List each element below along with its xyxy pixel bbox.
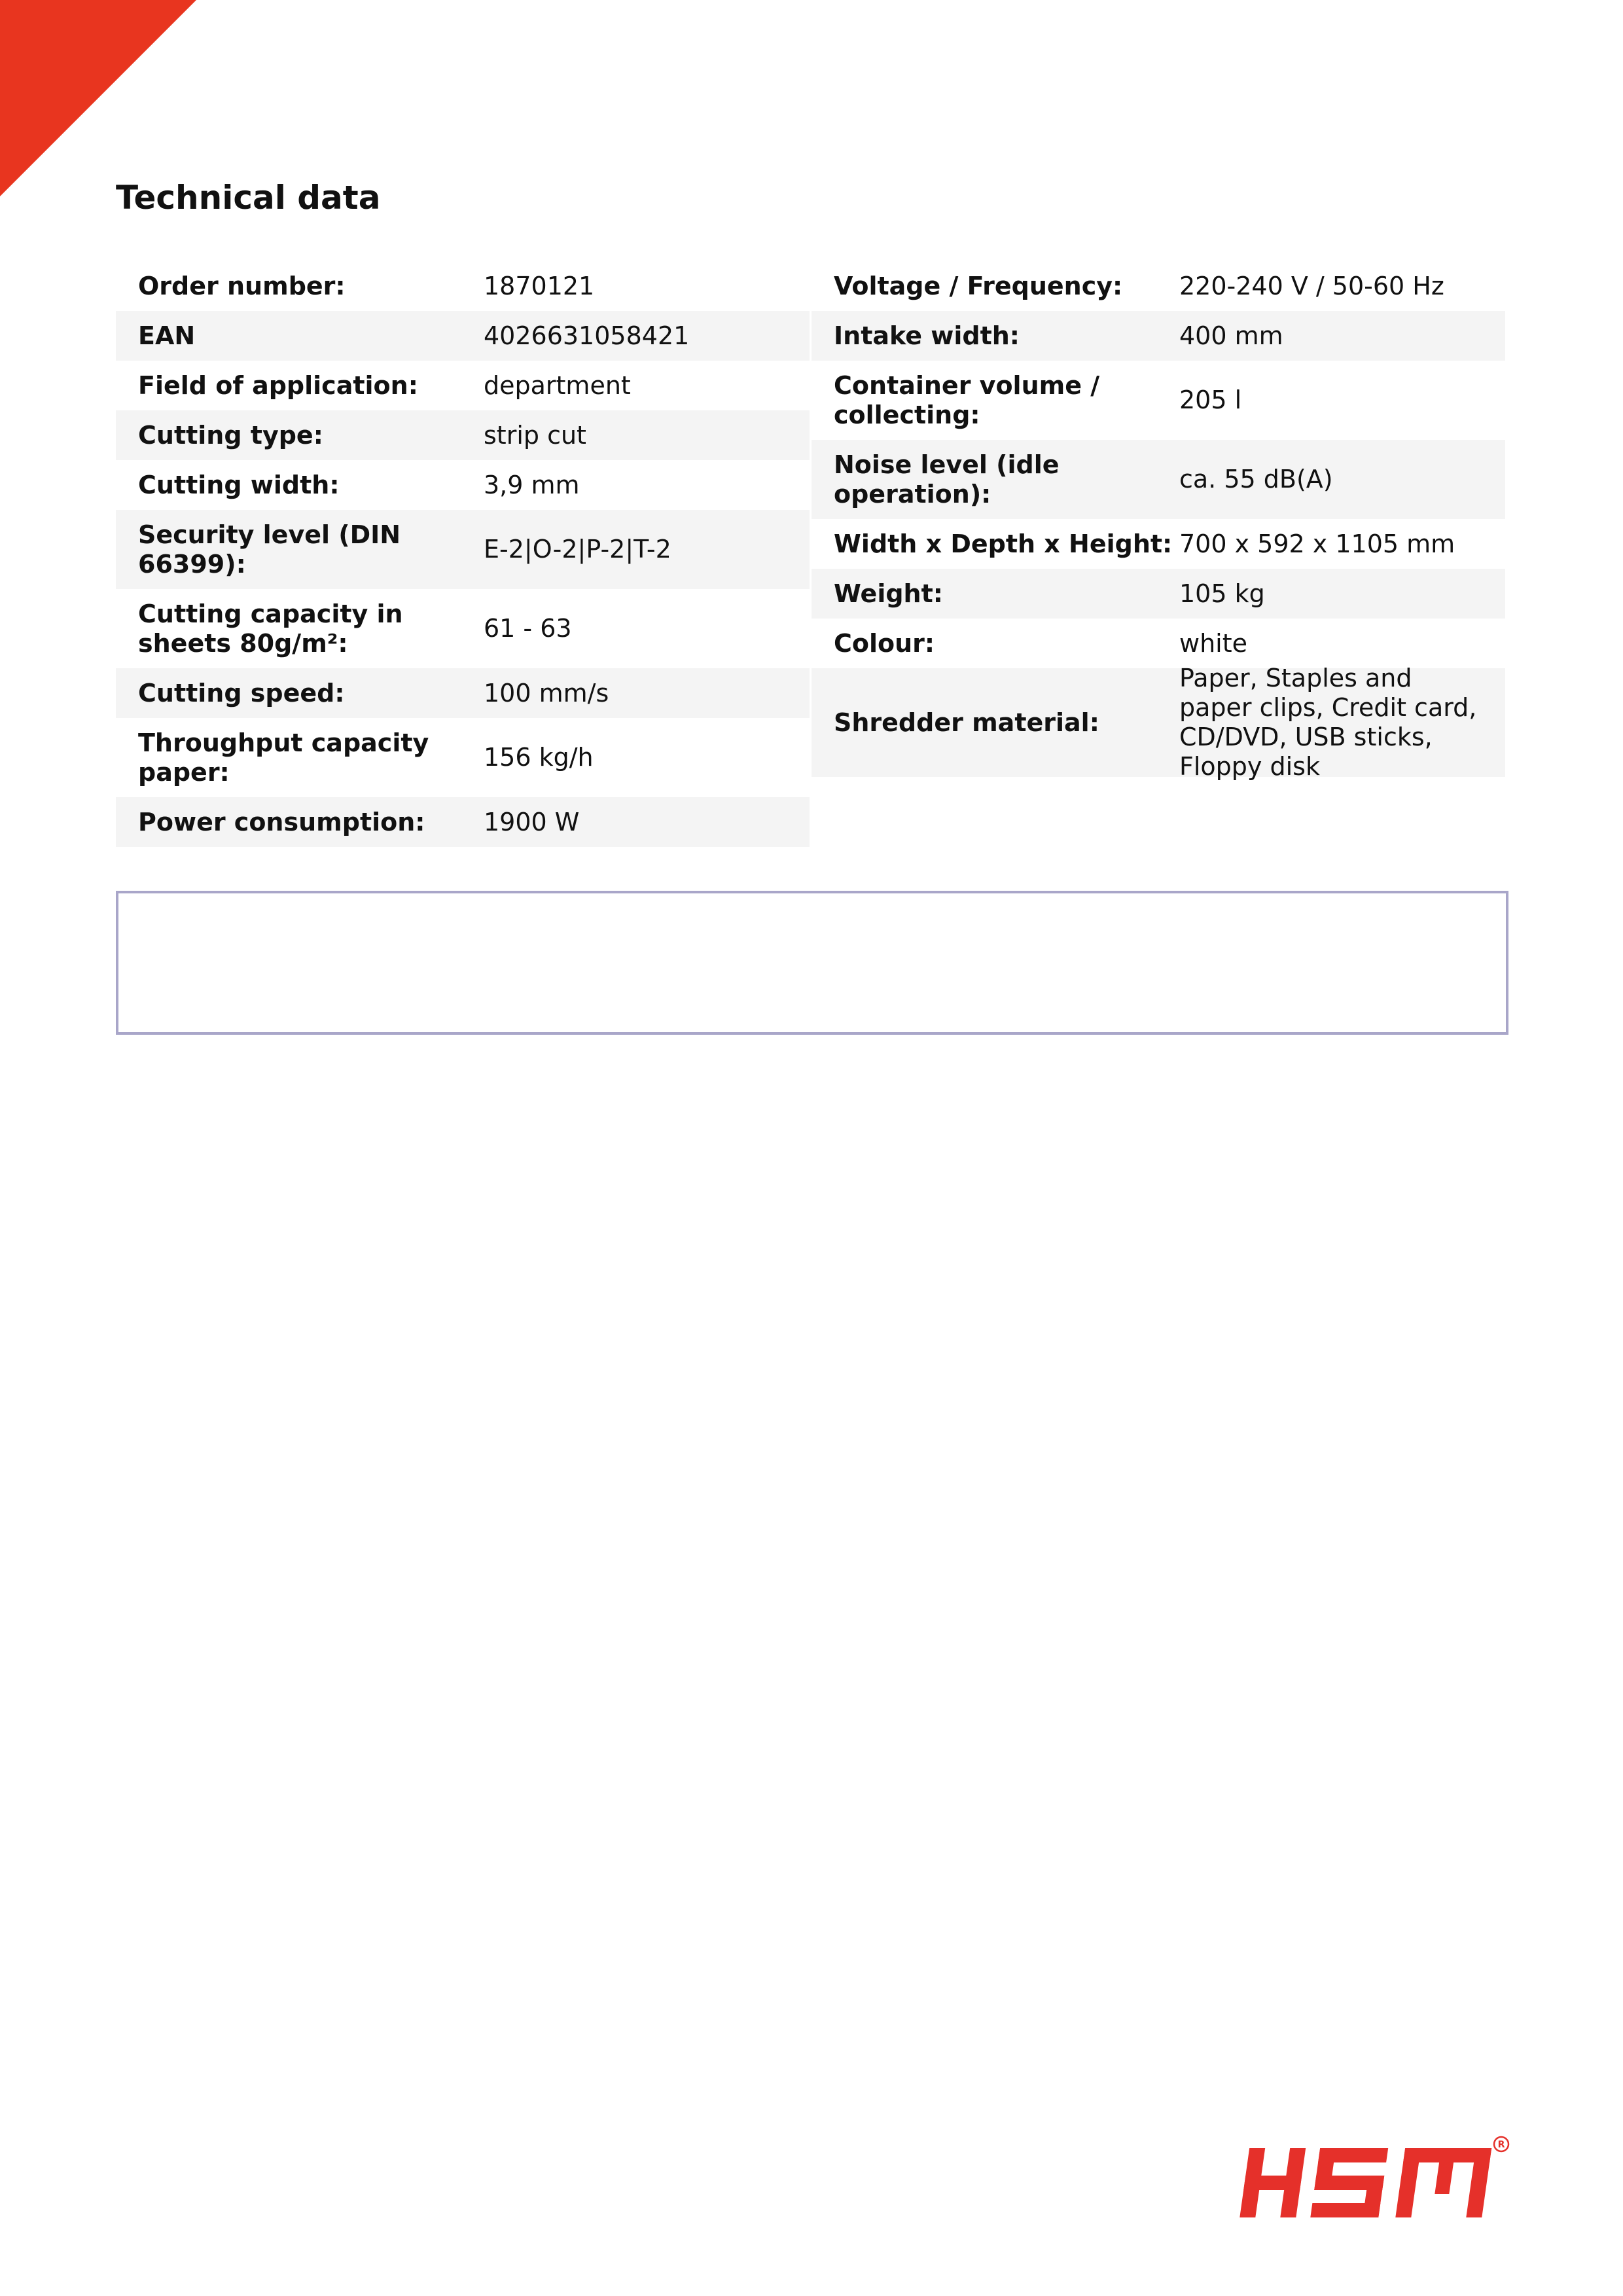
spec-row-voltage-frequency — [812, 261, 1505, 311]
spec-row-cutting-width — [116, 460, 810, 510]
spec-label: Noise level (idle operation): — [834, 450, 1060, 509]
spec-value: 105 kg — [1179, 579, 1265, 608]
spec-label: Cutting type: — [138, 420, 323, 450]
spec-value: 1900 W — [484, 807, 580, 836]
corner-triangle-decoration — [0, 0, 196, 196]
spec-value: ca. 55 dB(A) — [1179, 465, 1333, 493]
spec-row-colour — [812, 619, 1505, 668]
spec-value: 205 l — [1179, 386, 1242, 414]
spec-row-throughput-capacity — [116, 718, 810, 797]
spec-label: Cutting width: — [138, 470, 340, 499]
spec-label: Voltage / Frequency: — [834, 271, 1123, 300]
spec-row-cutting-type — [116, 410, 810, 460]
spec-label: Width x Depth x Height: — [834, 529, 1173, 558]
spec-value: E-2|O-2|P-2|T-2 — [484, 535, 671, 564]
registered-mark-icon — [1494, 2137, 1508, 2151]
spec-label: Security level (DIN 66399): — [138, 520, 401, 579]
spec-label: Container volume / collecting: — [834, 370, 1100, 429]
spec-value: 61 - 63 — [484, 614, 572, 643]
hsm-logo — [1237, 2135, 1512, 2227]
spec-value: strip cut — [484, 420, 586, 450]
spec-value: 100 mm/s — [484, 678, 609, 708]
page-title: Technical data — [116, 179, 381, 217]
spec-value: 3,9 mm — [484, 470, 580, 499]
spec-row-power-consumption — [116, 797, 810, 847]
spec-label: Colour: — [834, 628, 935, 658]
spec-row-container-volume — [812, 361, 1505, 440]
spec-row-field-of-application — [116, 361, 810, 410]
spec-value: 220-240 V / 50-60 Hz — [1179, 271, 1444, 300]
spec-label: Field of application: — [138, 370, 418, 400]
spec-row-dimensions — [812, 519, 1505, 569]
specs-left-column — [116, 261, 810, 847]
spec-label: Weight: — [834, 579, 943, 608]
spec-row-cutting-capacity — [116, 589, 810, 668]
spec-label: Throughput capacity paper: — [138, 728, 429, 787]
spec-value: 700 x 592 x 1105 mm — [1179, 529, 1455, 558]
spec-label: Cutting capacity in sheets 80g/m²: — [138, 599, 403, 658]
spec-label: Cutting speed: — [138, 678, 345, 708]
spec-value: 4026631058421 — [484, 321, 690, 350]
spec-row-noise-level — [812, 440, 1505, 519]
spec-value: department — [484, 370, 631, 400]
spec-row-ean — [116, 311, 810, 361]
spec-value: white — [1179, 628, 1247, 658]
spec-label: EAN — [138, 321, 196, 350]
notes-box — [116, 891, 1508, 1035]
spec-label: Order number: — [138, 271, 346, 300]
spec-value: 1870121 — [484, 271, 595, 300]
specs-right-column — [812, 261, 1505, 781]
spec-row-cutting-speed — [116, 668, 810, 718]
spec-label: Shredder material: — [834, 708, 1099, 737]
spec-label: Power consumption: — [138, 807, 425, 836]
spec-value: 400 mm — [1179, 321, 1283, 350]
svg-text:R: R — [1497, 2140, 1505, 2150]
spec-row-shredder-material — [812, 664, 1505, 781]
spec-value: Paper, Staples and paper clips, Credit card, CD/DVD, USB sticks, Floppy disk — [1179, 664, 1477, 781]
spec-value: 156 kg/h — [484, 743, 594, 772]
spec-row-weight — [812, 569, 1505, 619]
spec-row-order-number — [116, 261, 810, 311]
spec-label: Intake width: — [834, 321, 1020, 350]
spec-row-intake-width — [812, 311, 1505, 361]
spec-row-security-level — [116, 510, 810, 589]
